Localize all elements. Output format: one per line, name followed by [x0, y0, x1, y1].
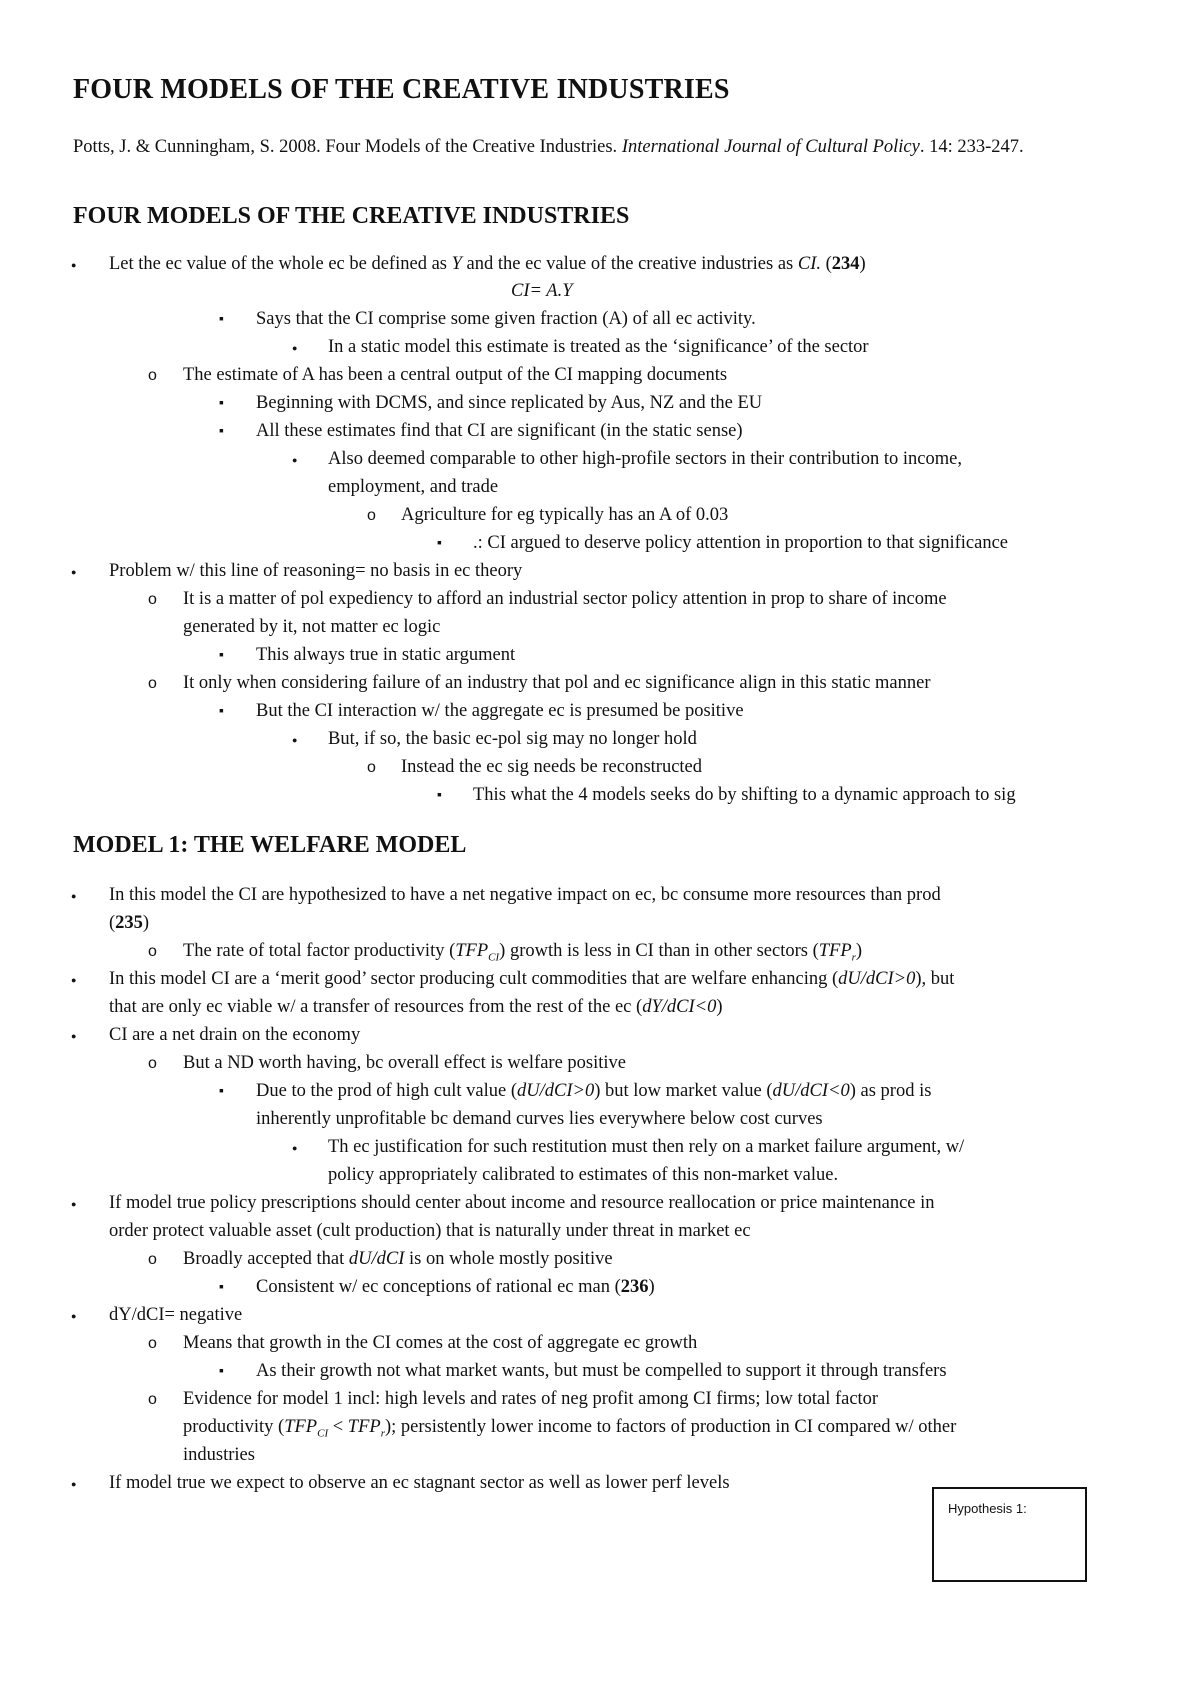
list-item: It is a matter of pol expediency to afford an industrial sector policy attention in prop to share of income: [183, 589, 947, 609]
page-title: FOUR MODELS OF THE CREATIVE INDUSTRIES: [73, 74, 730, 105]
bullet-circle: [148, 1246, 157, 1274]
list-item: As their growth not what market wants, but must be compelled to support it through transfers: [256, 1361, 947, 1381]
bullet-dot: [71, 251, 76, 279]
bullet-dot: [71, 1190, 76, 1218]
list-item: This what the 4 models seeks do by shifting to a dynamic approach to sig: [473, 785, 1016, 805]
bullet-circle: [367, 502, 376, 530]
list-item: Consistent w/ ec conceptions of rational ec man (236): [256, 1277, 655, 1297]
citation-journal: International Journal of Cultural Policy: [621, 137, 920, 157]
bullet-square: [219, 418, 224, 445]
hypothesis-box: [932, 1487, 1087, 1582]
list-item: This always true in static argument: [256, 645, 516, 665]
list-item: All these estimates find that CI are significant (in the static sense): [256, 421, 743, 441]
bullet-square: [219, 698, 224, 725]
bullet-dot: [71, 1470, 76, 1498]
list-item: It only when considering failure of an industry that pol and ec significance align in this static manner: [183, 673, 931, 693]
list-item-continuation: inherently unprofitable bc demand curves lies everywhere below cost curves: [256, 1109, 823, 1129]
bullet-square: [219, 1358, 224, 1385]
section-heading-welfare-model: MODEL 1: THE WELFARE MODEL: [73, 832, 467, 858]
bullet-square: [219, 1078, 224, 1105]
bullet-circle: [148, 586, 157, 614]
formula: CI= A.Y: [511, 281, 573, 301]
list-item: Beginning with DCMS, and since replicated by Aus, NZ and the EU: [256, 393, 763, 413]
list-item: Evidence for model 1 incl: high levels and rates of neg profit among CI firms; low total factor: [183, 1389, 879, 1409]
list-item: Agriculture for eg typically has an A of 0.03: [401, 505, 729, 525]
bullet-circle: [148, 670, 157, 698]
bullet-circle: [148, 1050, 157, 1078]
list-item: Instead the ec sig needs be reconstructed: [401, 757, 703, 777]
list-item: Says that the CI comprise some given fraction (A) of all ec activity.: [256, 309, 756, 329]
bullet-dot: [71, 1302, 76, 1330]
list-item: dY/dCI= negative: [109, 1305, 243, 1325]
bullet-dot: [71, 966, 76, 994]
bullet-dot: [292, 334, 297, 362]
list-item: In this model CI are a ‘merit good’ sector producing cult commodities that are welfare enhancing (dU/dCI>0), but: [109, 969, 955, 989]
list-item: CI are a net drain on the economy: [109, 1025, 361, 1045]
bullet-square: [219, 306, 224, 333]
list-item: If model true policy prescriptions should center about income and resource reallocation or price maintenance in: [109, 1193, 935, 1213]
bullet-dot: [71, 882, 76, 910]
bullet-dot: [292, 446, 297, 474]
list-item: Also deemed comparable to other high-profile sectors in their contribution to income,: [328, 449, 962, 469]
list-item-continuation: generated by it, not matter ec logic: [183, 617, 441, 637]
bullet-square: [219, 390, 224, 417]
list-item: Due to the prod of high cult value (dU/dCI>0) but low market value (dU/dCI<0) as prod is: [256, 1081, 932, 1101]
bullet-circle: [148, 938, 157, 966]
list-item: Let the ec value of the whole ec be defined as Y and the ec value of the creative industries as CI. (234): [109, 254, 866, 274]
list-item: Means that growth in the CI comes at the cost of aggregate ec growth: [183, 1333, 698, 1353]
bullet-square: [219, 642, 224, 669]
bullet-square: [219, 1274, 224, 1301]
list-item: .: CI argued to deserve policy attention in proportion to that significance: [473, 533, 1008, 553]
list-item: But the CI interaction w/ the aggregate ec is presumed be positive: [256, 701, 744, 721]
bullet-circle: [148, 362, 157, 390]
list-item-continuation: that are only ec viable w/ a transfer of resources from the rest of the ec (dY/dCI<0): [109, 997, 723, 1017]
list-item: In this model the CI are hypothesized to have a net negative impact on ec, bc consume more resources than prod: [109, 885, 941, 905]
list-item-continuation: (235): [109, 913, 150, 933]
bullet-square: [437, 530, 442, 557]
list-item: If model true we expect to observe an ec stagnant sector as well as lower perf levels: [109, 1473, 730, 1493]
bullet-dot: [292, 726, 297, 754]
list-item: The estimate of A has been a central output of the CI mapping documents: [183, 365, 728, 385]
citation: [73, 133, 1143, 161]
bullet-square: [437, 782, 442, 809]
list-item: In a static model this estimate is treated as the ‘significance’ of the sector: [328, 337, 869, 357]
bullet-dot: [292, 1134, 297, 1162]
list-item-continuation: employment, and trade: [328, 477, 499, 497]
list-item-continuation: order protect valuable asset (cult production) that is naturally under threat in market ec: [109, 1221, 751, 1241]
bullet-dot: [71, 558, 76, 586]
bullet-dot: [71, 1022, 76, 1050]
hypothesis-label: Hypothesis 1:: [948, 1501, 1027, 1516]
citation-authors: Potts, J. & Cunningham, S. 2008. Four Models of the Creative Industries.: [73, 137, 622, 157]
list-item: Broadly accepted that dU/dCI is on whole mostly positive: [183, 1249, 613, 1269]
bullet-circle: [367, 754, 376, 782]
list-item-continuation: industries: [183, 1445, 255, 1465]
list-item: But, if so, the basic ec-pol sig may no longer hold: [328, 729, 697, 749]
list-item: But a ND worth having, bc overall effect is welfare positive: [183, 1053, 627, 1073]
list-item-continuation: productivity $(TFP_{CI} < TFP_r)$; persistently lower income to factors of production in CI compared w/ other: [183, 1417, 957, 1440]
list-item: Th ec justification for such restitution must then rely on a market failure argument, w/: [328, 1137, 965, 1157]
list-item-continuation: policy appropriately calibrated to estimates of this non-market value.: [328, 1165, 839, 1185]
list-item: Problem w/ this line of reasoning= no basis in ec theory: [109, 561, 523, 581]
section-heading-four-models: FOUR MODELS OF THE CREATIVE INDUSTRIES: [73, 203, 630, 229]
bullet-circle: [148, 1330, 157, 1358]
bullet-circle: [148, 1386, 157, 1414]
list-item: The rate of total factor productivity $(TFP_{CI})$ growth is less in CI than in other sectors $(TFP_r)$: [183, 941, 863, 964]
citation-volume: . 14: 233-247.: [919, 137, 1024, 157]
